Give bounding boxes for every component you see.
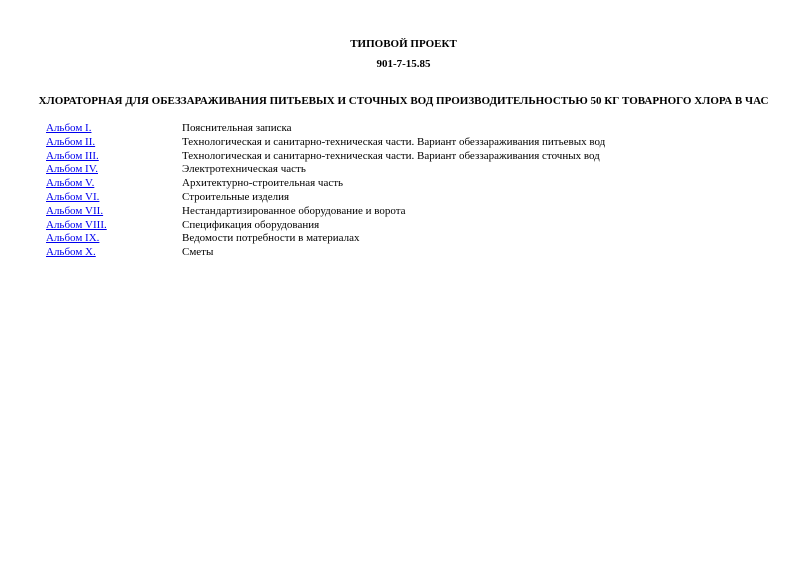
album-link-9[interactable]: Альбом IX.: [46, 232, 100, 245]
album-description: Сметы: [182, 246, 214, 259]
album-link-3[interactable]: Альбом III.: [46, 149, 99, 162]
album-link-4[interactable]: Альбом IV.: [46, 163, 98, 176]
album-row: [46, 177, 605, 191]
album-row: [46, 246, 605, 260]
album-row: [46, 219, 605, 233]
album-row: [46, 122, 605, 136]
album-link-2[interactable]: Альбом II.: [46, 135, 96, 148]
album-link-7[interactable]: Альбом VII.: [46, 204, 104, 217]
project-title: ХЛОРАТОРНАЯ ДЛЯ ОБЕЗЗАРАЖИВАНИЯ ПИТЬЕВЫХ И СТОЧНЫХ ВОД ПРОИЗВОДИТЕЛЬНОСТЬЮ 50 КГ ТОВАРНОГО ХЛОРА В ЧАС: [38, 95, 769, 107]
album-row: [46, 163, 605, 177]
album-row: [46, 136, 605, 150]
album-description: Ведомости потребности в материалах: [182, 232, 360, 245]
album-row: [46, 232, 605, 246]
album-description: Спецификация оборудования: [182, 218, 320, 231]
album-description: Электротехническая часть: [182, 163, 306, 176]
album-description: Нестандартизированное оборудование и ворота: [182, 204, 406, 217]
album-link-6[interactable]: Альбом VI.: [46, 190, 100, 203]
album-description: Строительные изделия: [182, 190, 290, 203]
album-description: Пояснительная записка: [182, 122, 292, 134]
album-description: Архитектурно-строительная часть: [182, 177, 344, 190]
album-row: [46, 191, 605, 205]
album-link-10[interactable]: Альбом X.: [46, 246, 96, 259]
project-number: 901-7-15.85: [376, 58, 431, 70]
album-row: [46, 205, 605, 219]
album-description: Технологическая и санитарно-техническая части. Вариант обеззараживания сточных вод: [182, 149, 600, 162]
album-link-5[interactable]: Альбом V.: [46, 177, 95, 190]
album-link-8[interactable]: Альбом VIII.: [46, 218, 107, 231]
album-row: [46, 150, 605, 164]
album-list: [46, 122, 605, 260]
album-link-1[interactable]: Альбом I.: [46, 122, 92, 134]
project-type-heading: ТИПОВОЙ ПРОЕКТ: [350, 38, 457, 50]
album-description: Технологическая и санитарно-техническая части. Вариант обеззараживания питьевых вод: [182, 135, 606, 148]
